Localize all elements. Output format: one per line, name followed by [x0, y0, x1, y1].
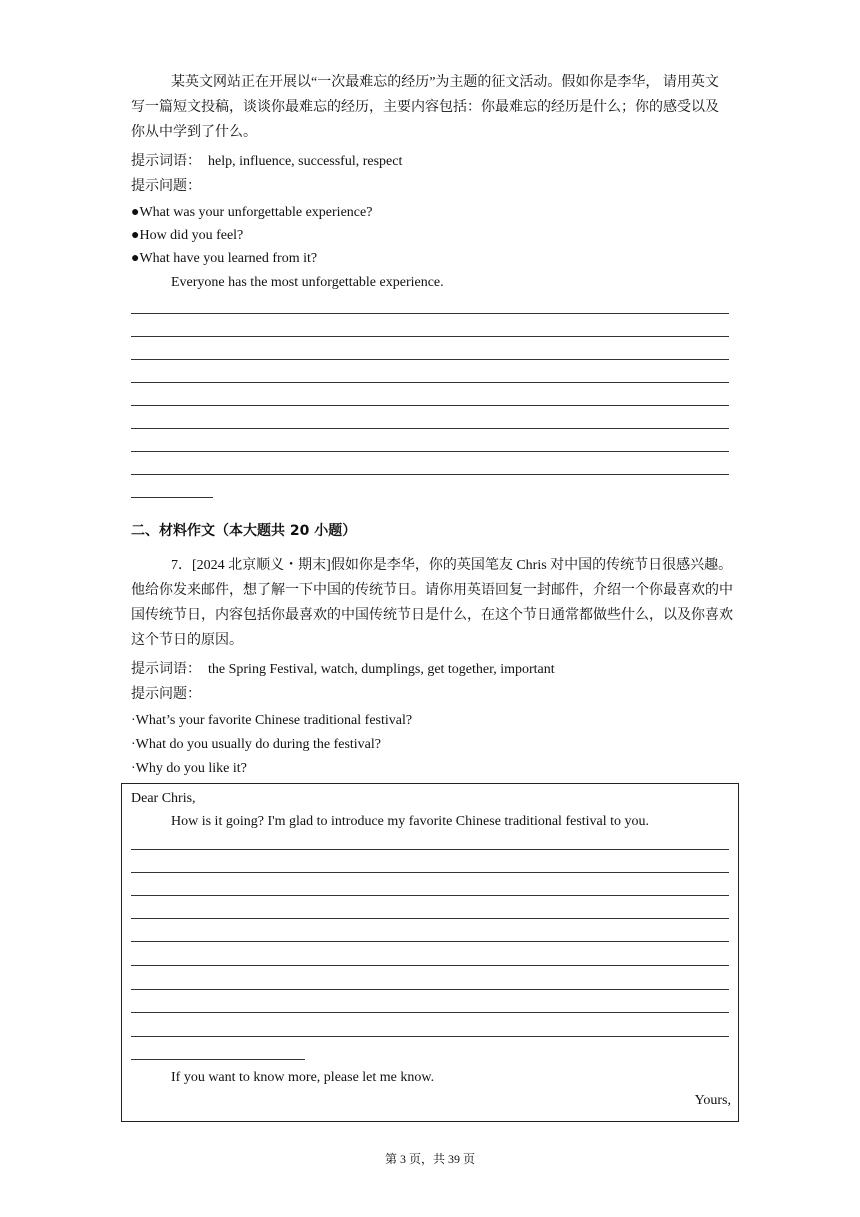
writing-line — [131, 336, 729, 337]
task7-question-1: ·What’s your favorite Chinese traditional festival? — [131, 713, 413, 728]
letter-signoff: Yours, — [694, 1093, 731, 1108]
writing-line — [131, 382, 729, 383]
task6-hint-questions-label: 提示问题： — [131, 179, 201, 194]
writing-line-short — [131, 497, 213, 498]
writing-line — [131, 359, 729, 360]
writing-line — [131, 451, 729, 452]
hint-words-label: 提示词语： — [131, 662, 201, 677]
page-number: 第 3 页，共 39 页 — [384, 1152, 475, 1166]
task7-question-2: ·What do you usually do during the festival? — [131, 737, 381, 752]
task6-question-2: ●How did you feel? — [131, 228, 244, 243]
task7-question-3: ·Why do you like it? — [131, 761, 247, 776]
writing-line-short — [131, 1059, 305, 1060]
task6-question-3: ●What have you learned from it? — [131, 251, 318, 266]
task6-question-1: ●What was your unforgettable experience? — [131, 205, 373, 220]
task7-hint-questions-label: 提示问题： — [131, 687, 201, 702]
writing-line — [131, 872, 729, 873]
section-heading: 二、材料作文（本大题共 20 小题） — [131, 523, 357, 539]
letter-closing: If you want to know more, please let me know. — [171, 1070, 435, 1085]
hint-words-label: 提示词语： — [131, 154, 201, 169]
task7-prompt: 7．[2024 北京顺义・期末]假如你是李华，你的英国笔友 Chris 对中国的传统节日很感兴趣。他给你发来邮件，想了解一下中国的传统节日。请你用英语回复一封邮件，介绍一个你最喜欢的中国传统节日，内容包括你最喜欢的中国传统节日是什么，在这个节日通常都做些什么，以及你喜欢这个节日的原因。 — [131, 558, 733, 648]
writing-line — [131, 1012, 729, 1013]
hint-words: the Spring Festival, watch, dumplings, get together, important — [208, 662, 555, 677]
writing-line — [131, 941, 729, 942]
writing-line — [131, 895, 729, 896]
letter-greeting: Dear Chris, — [131, 791, 196, 806]
task7-hint-words — [131, 657, 731, 682]
writing-line — [131, 405, 729, 406]
writing-line — [131, 313, 729, 314]
writing-line — [131, 849, 729, 850]
hint-words: help, influence, successful, respect — [208, 154, 403, 169]
task6-opening: Everyone has the most unforgettable experience. — [171, 275, 444, 290]
task6-hint-words — [131, 149, 731, 174]
letter-opening: How is it going? I'm glad to introduce my favorite Chinese traditional festival to you. — [171, 814, 650, 829]
writing-line — [131, 474, 729, 475]
task6-prompt: 某英文网站正在开展以“一次最难忘的经历”为主题的征文活动。假如你是李华， 请用英文写一篇短文投稿，谈谈你最难忘的经历，主要内容包括：你最难忘的经历是什么；你的感受以及你从中学到了什么。 — [131, 75, 719, 140]
writing-line — [131, 1036, 729, 1037]
writing-line — [131, 965, 729, 966]
writing-line — [131, 428, 729, 429]
writing-line — [131, 918, 729, 919]
writing-line — [131, 989, 729, 990]
